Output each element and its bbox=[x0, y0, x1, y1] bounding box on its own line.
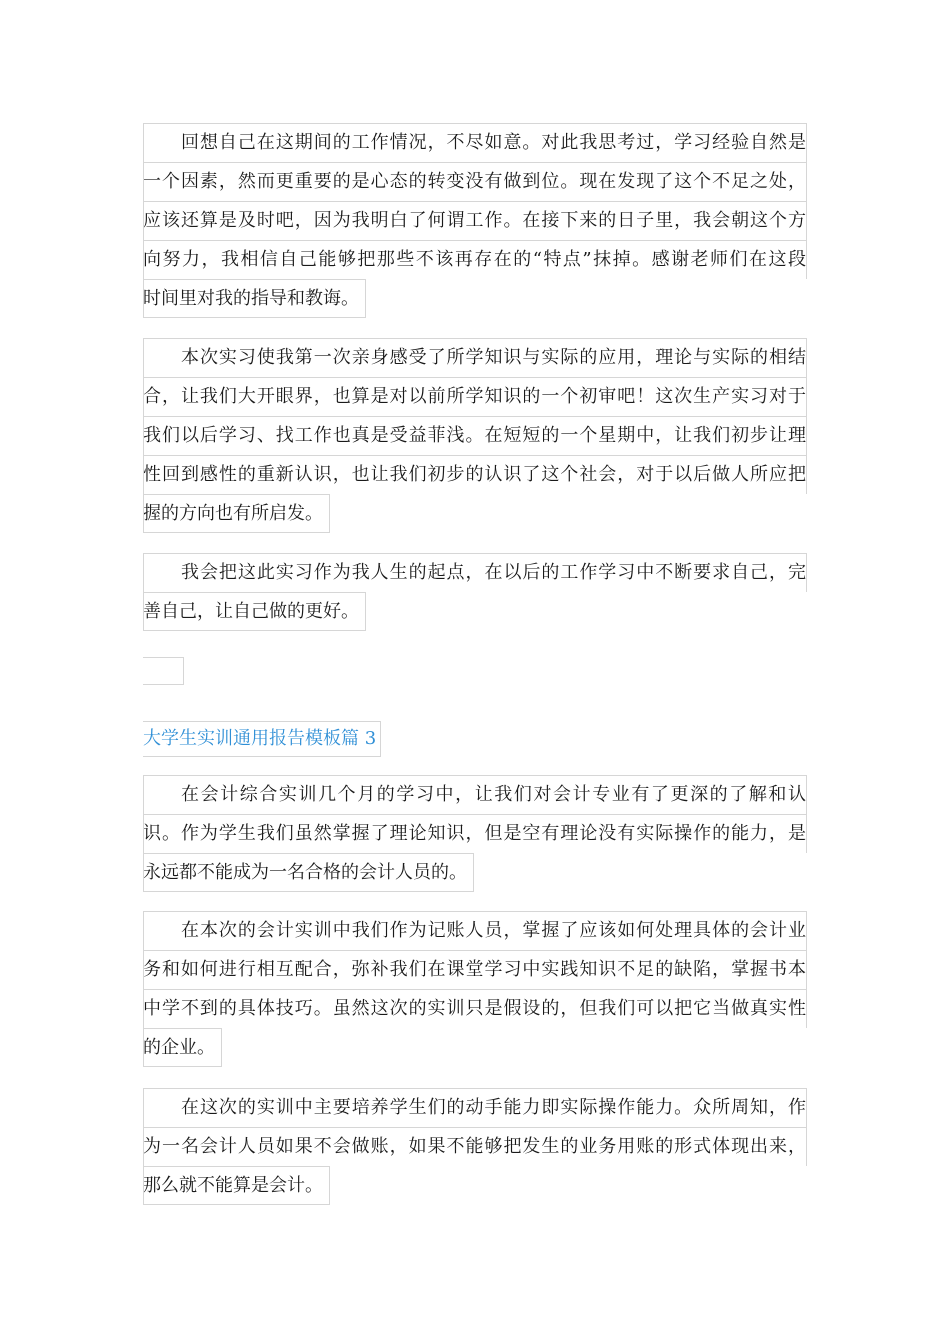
text-line: 识。作为学生我们虽然掌握了理论知识，但是空有理论没有实际操作的能力，是 bbox=[143, 814, 807, 853]
paragraph-reflection bbox=[143, 123, 807, 322]
paragraph-internship bbox=[143, 338, 807, 537]
text-line: 的企业。 bbox=[143, 1028, 222, 1067]
text-line: 那么就不能算是会计。 bbox=[143, 1166, 330, 1205]
text-line: 合，让我们大开眼界，也算是对以前所学知识的一个初审吧！这次生产实习对于 bbox=[143, 377, 807, 416]
paragraph-bookkeeping bbox=[143, 911, 807, 1071]
text-line: 我们以后学习、找工作也真是受益菲浅。在短短的一个星期中，让我们初步让理 bbox=[143, 416, 807, 455]
paragraph-starting-point bbox=[143, 553, 807, 635]
text-line: 一个因素，然而更重要的是心态的转变没有做到位。现在发现了这个不足之处， bbox=[143, 162, 807, 201]
empty-cell bbox=[143, 657, 184, 685]
text-line: 时间里对我的指导和教诲。 bbox=[143, 279, 366, 318]
text-line: 回想自己在这期间的工作情况，不尽如意。对此我思考过，学习经验自然是 bbox=[143, 123, 807, 162]
text-line: 在会计综合实训几个月的学习中，让我们对会计专业有了更深的了解和认 bbox=[143, 775, 807, 814]
text-line: 应该还算是及时吧，因为我明白了何谓工作。在接下来的日子里，我会朝这个方 bbox=[143, 201, 807, 240]
text-line: 务和如何进行相互配合，弥补我们在课堂学习中实践知识不足的缺陷，掌握书本 bbox=[143, 950, 807, 989]
text-line: 向努力，我相信自己能够把那些不该再存在的“特点”抹掉。感谢老师们在这段 bbox=[143, 240, 807, 279]
text-line: 中学不到的具体技巧。虽然这次的实训只是假设的，但我们可以把它当做真实性 bbox=[143, 989, 807, 1028]
text-line: 我会把这此实习作为我人生的起点，在以后的工作学习中不断要求自己，完 bbox=[143, 553, 807, 592]
text-line: 为一名会计人员如果不会做账，如果不能够把发生的业务用账的形式体现出来， bbox=[143, 1127, 807, 1166]
text-line: 永远都不能成为一名合格的会计人员的。 bbox=[143, 853, 474, 892]
text-line: 性回到感性的重新认识，也让我们初步的认识了这个社会，对于以后做人所应把 bbox=[143, 455, 807, 494]
text-line: 在本次的会计实训中我们作为记账人员，掌握了应该如何处理具体的会计业 bbox=[143, 911, 807, 950]
paragraph-practical-skills bbox=[143, 1088, 807, 1209]
text-line: 在这次的实训中主要培养学生们的动手能力即实际操作能力。众所周知，作 bbox=[143, 1088, 807, 1127]
section-heading: 大学生实训通用报告模板篇 3 bbox=[143, 721, 381, 757]
text-line: 本次实习使我第一次亲身感受了所学知识与实际的应用，理论与实际的相结 bbox=[143, 338, 807, 377]
text-line: 善自己，让自己做的更好。 bbox=[143, 592, 366, 631]
text-line: 握的方向也有所启发。 bbox=[143, 494, 330, 533]
paragraph-accounting-intro bbox=[143, 775, 807, 896]
